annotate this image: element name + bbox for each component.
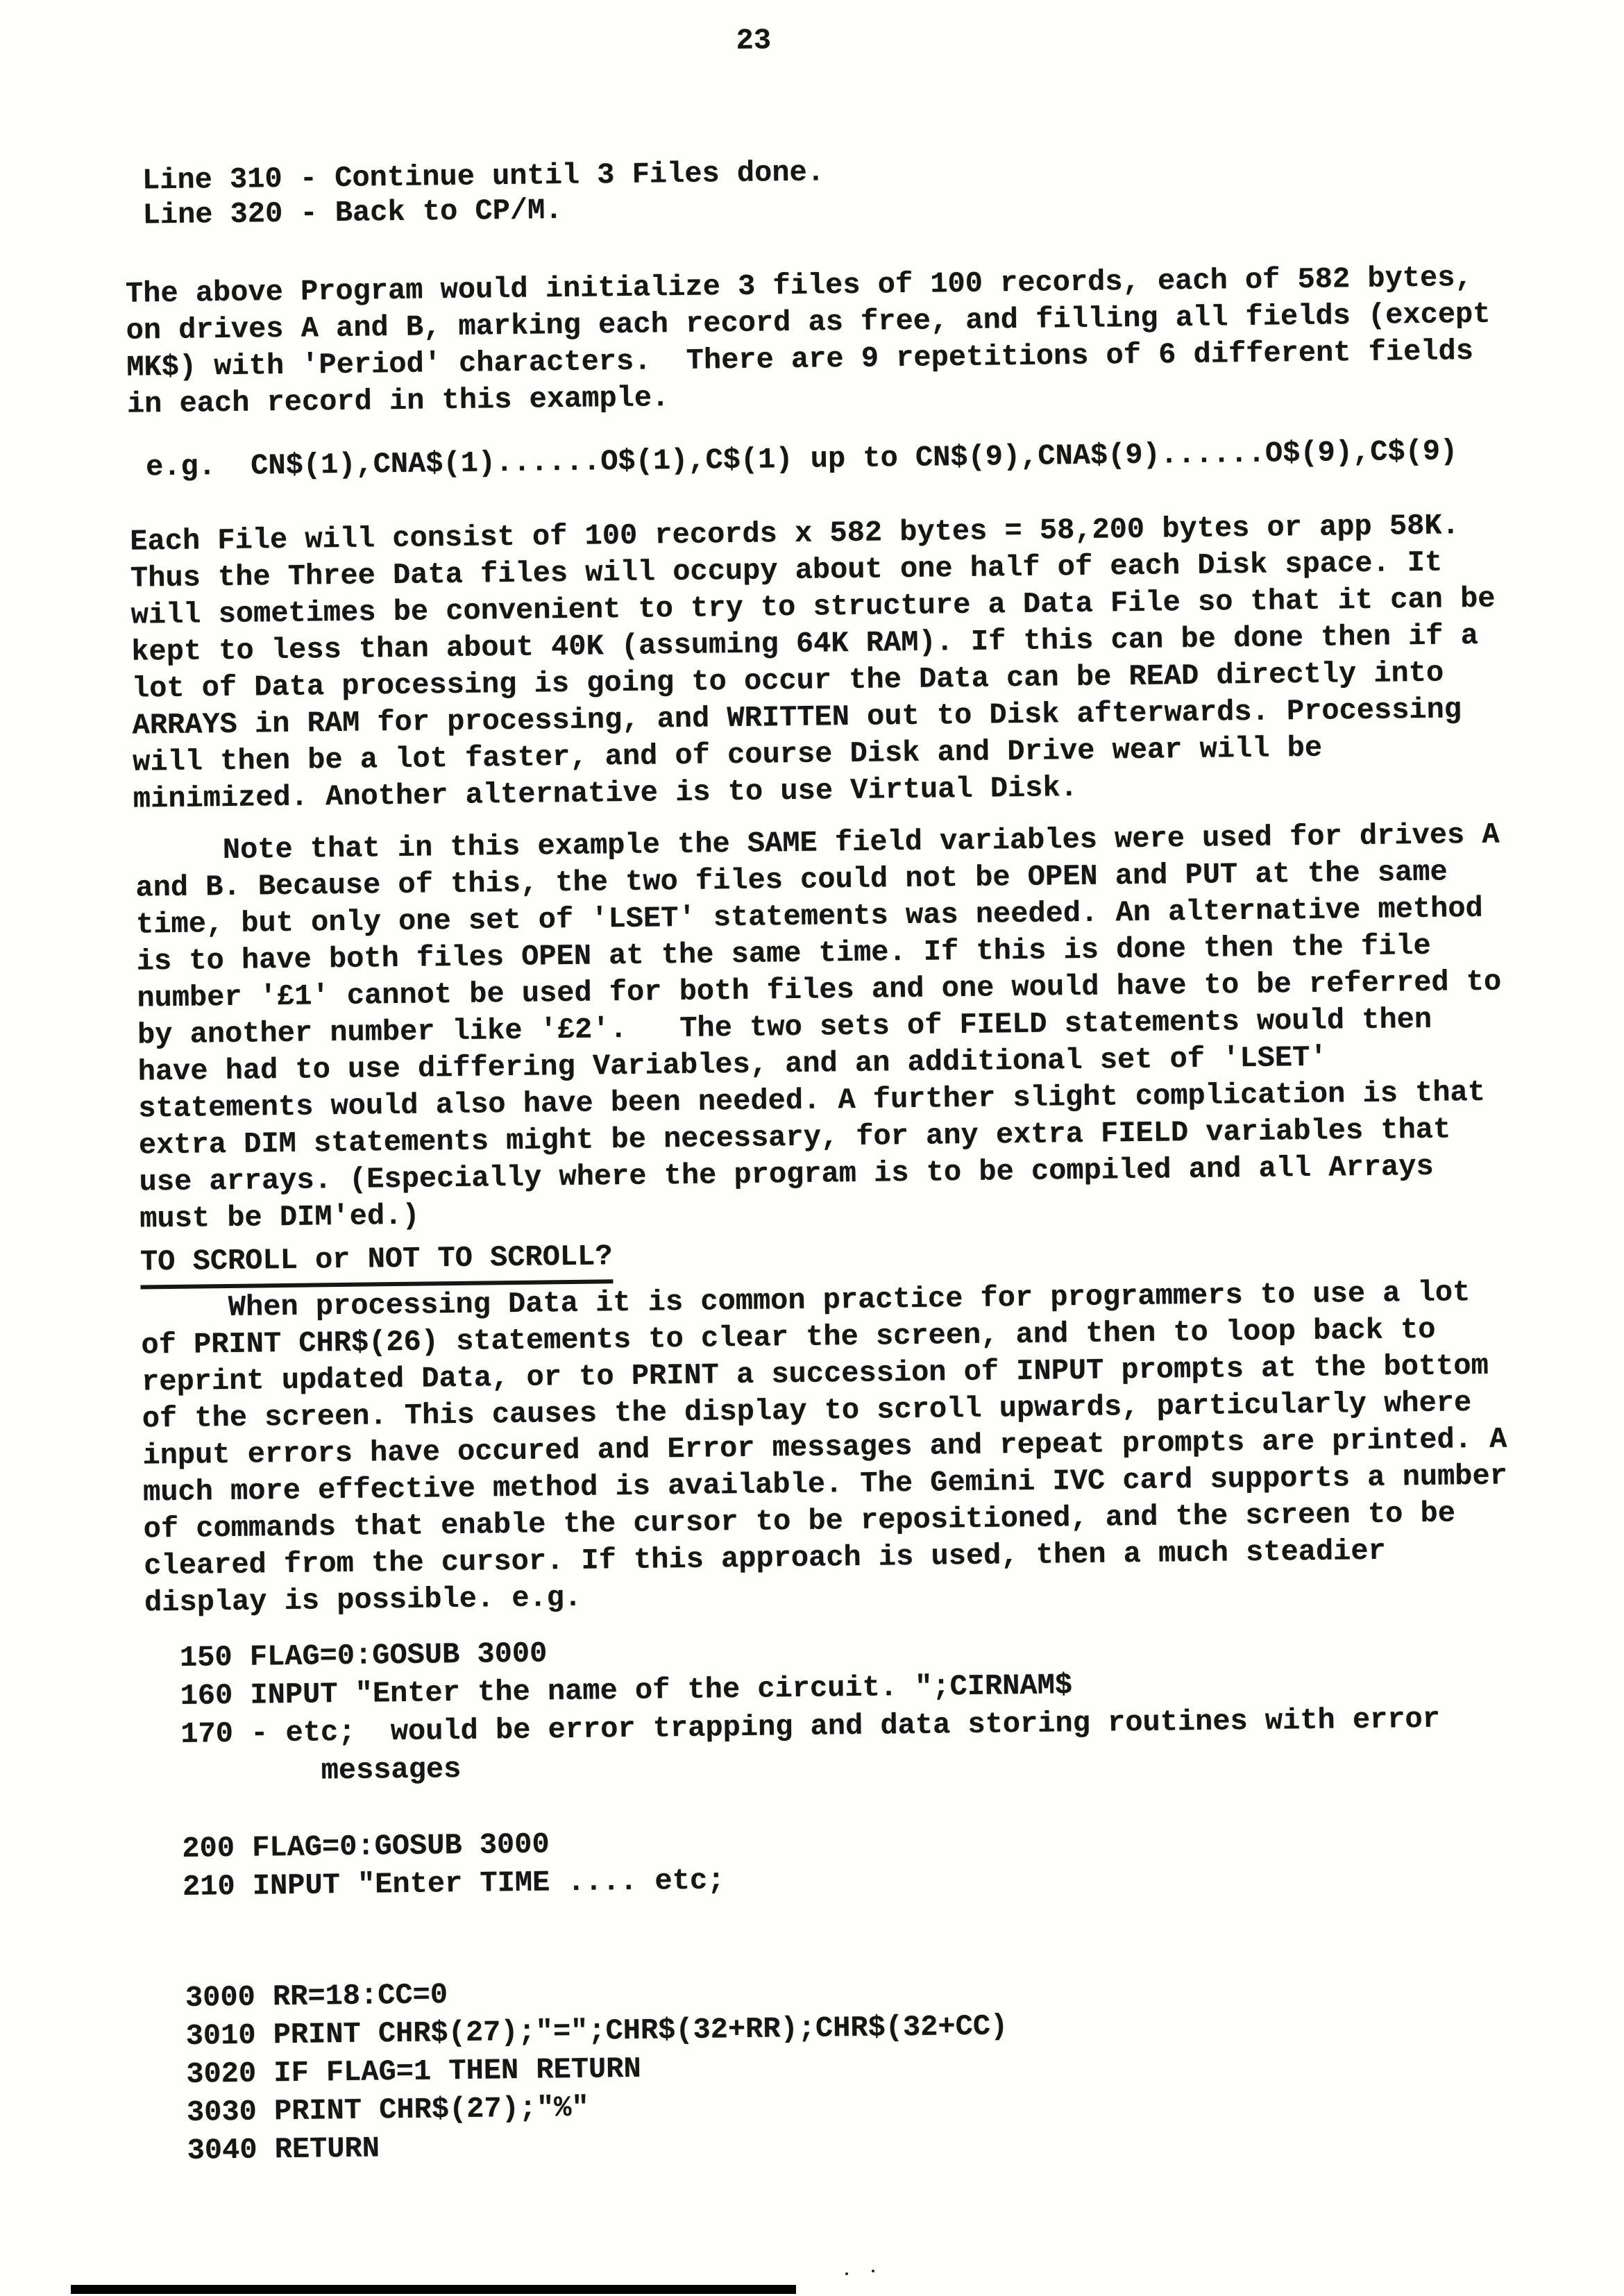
page-number: 23	[736, 24, 772, 58]
inline-field-example: e.g. CN$(1),CNA$(1)......O$(1),C$(1) up to CN$(9),CNA$(9)......O$(9),C$(9)	[145, 434, 1458, 484]
scanner-edge-artifact	[71, 2285, 796, 2294]
scan-noise-speck	[872, 2270, 874, 2272]
line-reference-summary: Line 310 - Continue until 3 Files done. Line 320 - Back to CP/M.	[142, 155, 825, 233]
basic-code-block-200-210: 200 FLAG=0:GOSUB 3000 210 INPUT "Enter TIME .... etc;	[182, 1827, 725, 1904]
paragraph-scroll-discussion: When processing Data it is common practice for programmers to use a lot of PRINT CHR$(26) statements to clear the screen, and then to loop back to reprint updated Data, or to PRINT a succession of INPUT prompts at the bottom of the screen. This causes the display to scroll upwards, particularly where input errors have occured and Error messages and repeat prompts are printed. A much more effective method is available. The Gemini IVC card supports a number of commands that enable the cursor to be repositioned, and the screen to be cleared from the cursor. If this approach is used, then a much steadier display is possible. e.g.	[140, 1276, 1508, 1620]
paragraph-file-size: Each File will consist of 100 records x 582 bytes = 58,200 bytes or app 58K. Thus the Three Data files will occupy about one half of each Disk space. It will sometimes be convenient to try to structure a Data File so that it can be kept to less than about 40K (assuming 64K RAM). If this can be done then if a lot of Data processing is going to occur the Data can be READ directly into ARRAYS in RAM for processing, and WRITTEN out to Disk afterwards. Processing will then be a lot faster, and of course Disk and Drive wear will be minimized. Another alternative is to use Virtual Disk.	[130, 509, 1496, 816]
basic-code-block-3000-3040: 3000 RR=18:CC=0 3010 PRINT CHR$(27);"=";CHR$(32+RR);CHR$(32+CC) 3020 IF FLAG=1 THEN RETURN 3030 PRINT CHR$(27);"%" 3040 RETURN	[185, 1978, 1008, 2168]
basic-code-block-150-170: 150 FLAG=0:GOSUB 3000 160 INPUT "Enter the name of the circuit. ";CIRNAM$ 170 - etc; would be error trapping and data storing routines with error messages	[179, 1637, 1441, 1789]
paragraph-program-initialize: The above Program would initialize 3 files of 100 records, each of 582 bytes, on drives A and B, marking each record as free, and filling all fields (except MK$) with 'Period' characters. There are 9 repetitions of 6 different fields in each record in this example.	[125, 260, 1491, 421]
paragraph-same-field-note: Note that in this example the SAME field variables were used for drives A and B. Because of this, the two files could not be OPEN and PUT at the same time, but only one set of 'LSET' statements was needed. An alternative method is to have both files OPEN at the same time. If this is done then the file number '£1' cannot be used for both files and one would have to be referred to by another number like '£2'. The two sets of FIELD statements would then have had to use differing Variables, and an additional set of 'LSET' statements would also have been needed. A further slight complication is that extra DIM statements might be necessary, for any extra FIELD variables that use arrays. (Especially where the program is to be compiled and all Arrays must be DIM'ed.)	[135, 818, 1502, 1236]
scan-noise-speck	[845, 2272, 848, 2275]
section-heading-to-scroll: TO SCROLL or NOT TO SCROLL?	[140, 1238, 613, 1289]
